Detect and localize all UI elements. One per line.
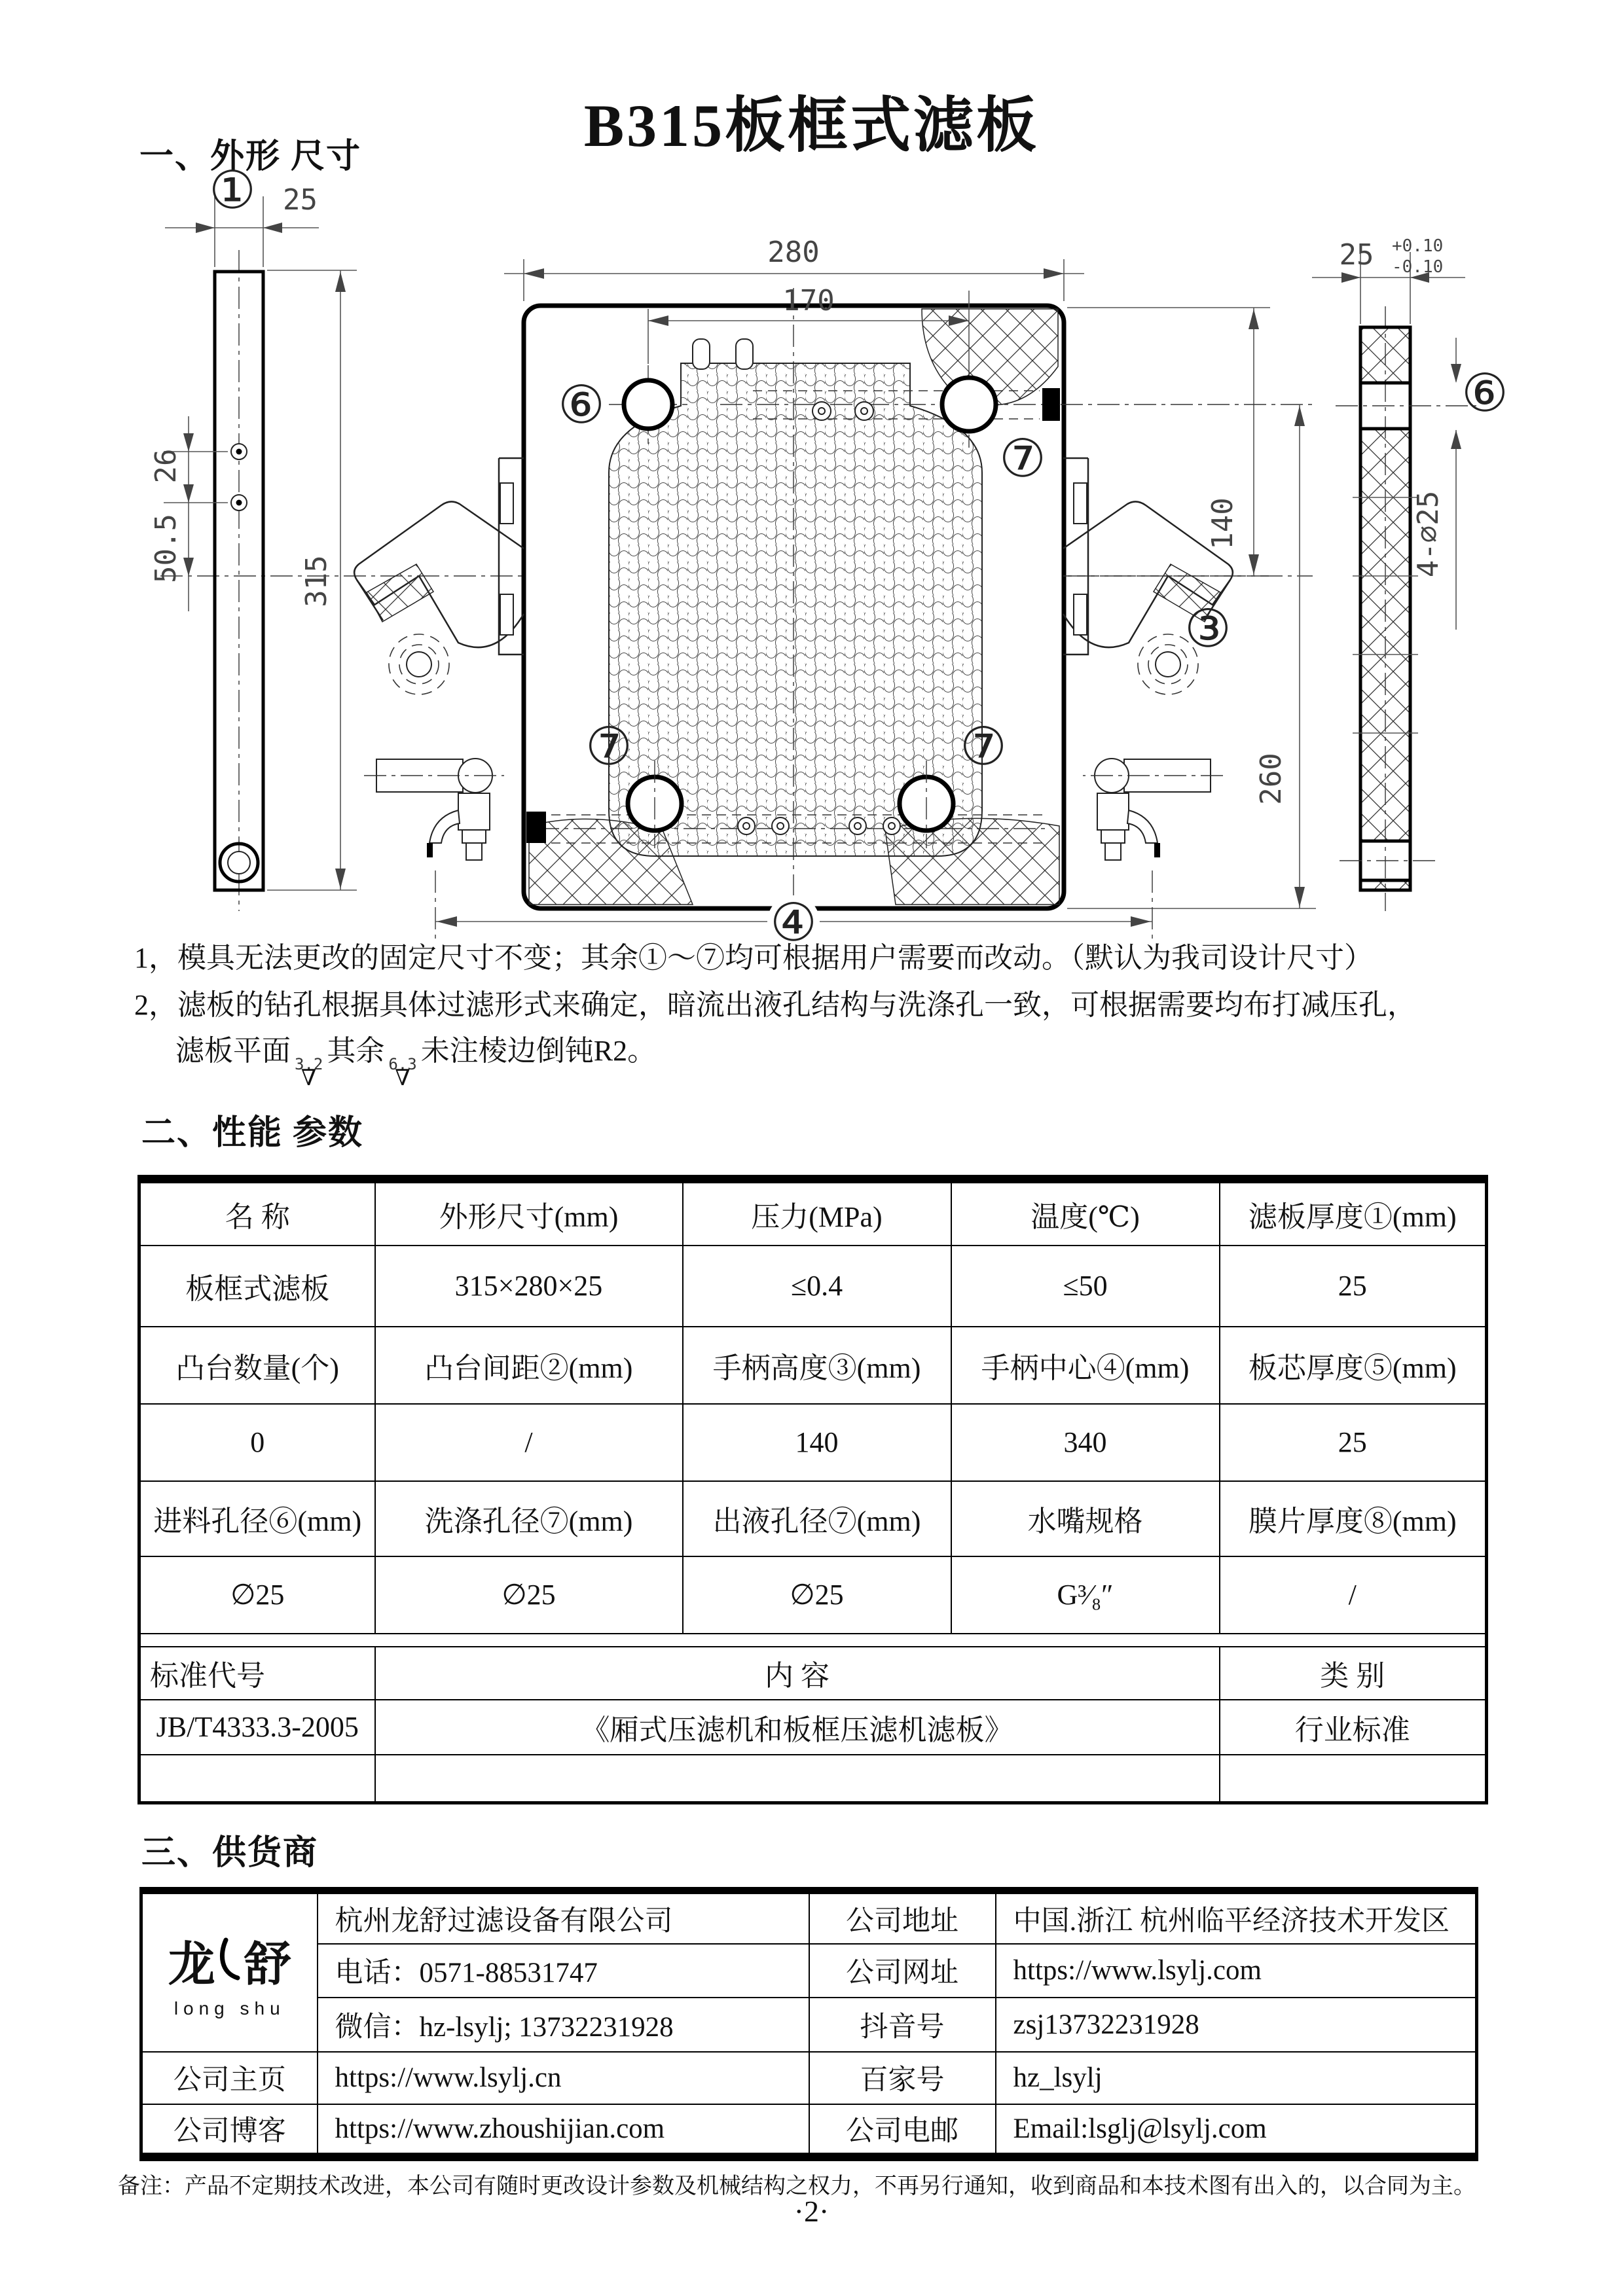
cell: /	[375, 1404, 683, 1481]
company-logo: 龙 舒 long shu	[141, 1891, 318, 2052]
cell: 出液孔径⑦(mm)	[683, 1481, 951, 1556]
cell: 温度(℃)	[951, 1179, 1220, 1246]
cell: 板框式滤板	[139, 1246, 375, 1327]
cell: G³⁄₈″	[951, 1556, 1220, 1634]
cell-category-label: 类 别	[1220, 1647, 1487, 1700]
balloon-3: ③	[1184, 598, 1231, 659]
table-row	[139, 1179, 1487, 1246]
dim-thickness: 25	[283, 183, 318, 217]
cell: 315×280×25	[375, 1246, 683, 1327]
label-blog: 公司博客	[141, 2104, 318, 2157]
label-douyin: 抖音号	[809, 1998, 996, 2052]
technical-drawing	[0, 157, 1623, 952]
cell: 板芯厚度⑤(mm)	[1220, 1327, 1487, 1404]
balloon-7-top: ⑦	[999, 428, 1046, 489]
dim-hole-span: 170	[782, 284, 835, 317]
company-wechat: 微信：hz-lsylj; 13732231928	[318, 1998, 809, 2052]
surface-roughness-icon: 3.2 ∇	[295, 1055, 323, 1090]
cell: 外形尺寸(mm)	[375, 1179, 683, 1246]
cell: 0	[139, 1404, 375, 1481]
drawing-note-3	[175, 1035, 1550, 1090]
page-title: B315板框式滤板	[583, 92, 1040, 159]
company-blog: https://www.zhoushijian.com	[318, 2104, 809, 2157]
company-website: https://www.lsylj.com	[996, 1944, 1477, 1998]
dim-hole-offset: 50.5	[149, 514, 183, 583]
front-view	[354, 236, 1316, 952]
dim-tol-minus: -0.10	[1392, 257, 1444, 277]
drawing-note-1: 1，模具无法更改的固定尺寸不变；其余①～⑦均可根据用户需要而改动。（默认为我司设计尺寸）	[134, 942, 1373, 974]
cell: 25	[1220, 1246, 1487, 1327]
table-row	[139, 1647, 1487, 1700]
cell: /	[1220, 1556, 1487, 1634]
label-baijia: 百家号	[809, 2052, 996, 2104]
table-row	[139, 1404, 1487, 1481]
dim-corner-holes: 4-∅25	[1412, 490, 1445, 578]
company-homepage: https://www.lsylj.cn	[318, 2052, 809, 2104]
section-heading-parameters: 二、性能 参数	[141, 1115, 364, 1152]
company-email: Email:lsglj@lsylj.com	[996, 2104, 1477, 2157]
table-row	[139, 1327, 1487, 1404]
company-address: 中国.浙江 杭州临平经济技术开发区	[996, 1891, 1477, 1944]
balloon-6: ⑥	[558, 374, 605, 435]
footer-disclaimer: 备注：产品不定期技术改进，本公司有随时更改设计参数及机械结构之权力，不再另行通知，收到商品和本技术图有出入的，以合同为主。	[118, 2174, 1476, 2198]
cell: ∅25	[375, 1556, 683, 1634]
note3-prefix: 滤板平面	[175, 1035, 291, 1067]
cell: 名 称	[139, 1179, 375, 1246]
table-row	[141, 1998, 1477, 2052]
cell: 25	[1220, 1404, 1487, 1481]
balloon-7-bottom-left: ⑦	[585, 716, 632, 777]
drawing-note-2: 2，滤板的钻孔根据具体过滤形式来确定，暗流出液孔结构与洗涤孔一致，可根据需要均布打减压孔，	[134, 989, 1416, 1021]
balloon-6-side: ⑥	[1461, 363, 1508, 423]
left-side-view	[149, 160, 357, 911]
table-row	[139, 1556, 1487, 1634]
parameters-table	[137, 1175, 1488, 1804]
cell: 进料孔径⑥(mm)	[139, 1481, 375, 1556]
company-douyin: zsj13732231928	[996, 1998, 1477, 2052]
cell: ≤50	[951, 1246, 1220, 1327]
dim-hole-height: 260	[1254, 753, 1288, 805]
cell: 膜片厚度⑧(mm)	[1220, 1481, 1487, 1556]
table-row	[139, 1246, 1487, 1327]
cell-standard-title: 《厢式压滤机和板框压滤机滤板》	[375, 1700, 1220, 1755]
cell-standard-code-label: 标准代号	[139, 1647, 375, 1700]
table-row	[141, 1944, 1477, 1998]
cell: 洗涤孔径⑦(mm)	[375, 1481, 683, 1556]
logo-stroke-icon	[217, 1937, 243, 1983]
cell: ∅25	[139, 1556, 375, 1634]
dim-hole-gap: 26	[149, 448, 183, 484]
note3-mid: 其余	[327, 1035, 385, 1067]
table-row	[139, 1700, 1487, 1755]
label-email: 公司电邮	[809, 2104, 996, 2157]
cell: ≤0.4	[683, 1246, 951, 1327]
cell-content-label: 内 容	[375, 1647, 1220, 1700]
cell-empty	[375, 1755, 1220, 1803]
dim-width: 280	[767, 236, 820, 269]
cell: 340	[951, 1404, 1220, 1481]
table-row	[139, 1755, 1487, 1803]
cell: 手柄高度③(mm)	[683, 1327, 951, 1404]
label-homepage: 公司主页	[141, 2052, 318, 2104]
company-name: 杭州龙舒过滤设备有限公司	[318, 1891, 809, 1944]
note3-suffix: 未注棱边倒钝R2。	[420, 1035, 657, 1067]
cell: 凸台间距②(mm)	[375, 1327, 683, 1404]
label-address: 公司地址	[809, 1891, 996, 1944]
cell-empty	[1220, 1755, 1487, 1803]
balloon-4: ④	[770, 892, 817, 952]
cell-empty	[139, 1755, 375, 1803]
cell: 手柄中心④(mm)	[951, 1327, 1220, 1404]
cell: ∅25	[683, 1556, 951, 1634]
section-heading-supplier: 三、供货商	[141, 1835, 319, 1872]
page-number: ·2·	[793, 2195, 830, 2228]
balloon-1: ①	[209, 160, 256, 221]
cell: 压力(MPa)	[683, 1179, 951, 1246]
cell-standard-category: 行业标准	[1220, 1700, 1487, 1755]
section-heading-dimensions: 一、外形 尺寸	[139, 138, 362, 175]
dim-handle-height: 140	[1206, 497, 1239, 550]
company-phone: 电话：0571-88531747	[318, 1944, 809, 1998]
label-website: 公司网址	[809, 1944, 996, 1998]
dim-height: 315	[300, 555, 333, 607]
separator-row	[139, 1634, 1487, 1647]
cell: 凸台数量(个)	[139, 1327, 375, 1404]
dim-tol-plus: +0.10	[1392, 236, 1444, 256]
cell: 水嘴规格	[951, 1481, 1220, 1556]
table-row	[139, 1481, 1487, 1556]
cell: 滤板厚度①(mm)	[1220, 1179, 1487, 1246]
table-row	[141, 1891, 1477, 1944]
right-side-section-view	[1312, 236, 1508, 911]
table-row	[141, 2104, 1477, 2157]
company-baijia: hz_lsylj	[996, 2052, 1477, 2104]
cell: 140	[683, 1404, 951, 1481]
cell-standard-code: JB/T4333.3-2005	[139, 1700, 375, 1755]
balloon-7-bottom-right: ⑦	[960, 716, 1007, 777]
table-row	[141, 2052, 1477, 2104]
surface-roughness-icon: 6.3 ∇	[388, 1055, 417, 1090]
supplier-table	[139, 1887, 1478, 2161]
dim-right-thickness: 25	[1339, 238, 1374, 272]
